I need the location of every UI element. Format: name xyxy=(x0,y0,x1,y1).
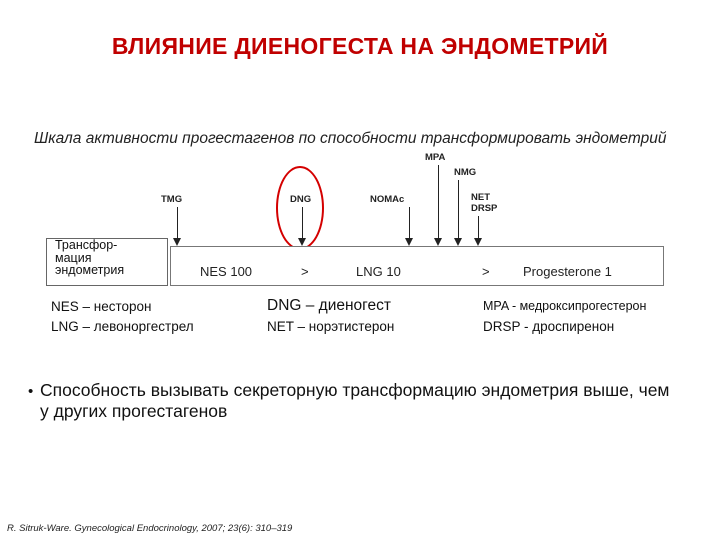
label-drsp: DRSP xyxy=(471,203,498,214)
arrow-net-drsp xyxy=(478,216,479,239)
scale-progesterone: Progesterone 1 xyxy=(523,264,612,279)
scale-nes: NES 100 xyxy=(200,264,253,279)
abbr-net: NET – норэтистерон xyxy=(267,319,395,334)
endometrium-transformation-box xyxy=(46,238,168,286)
label-dng: DNG xyxy=(290,194,312,205)
bullet-text: Способность вызывать секреторную трансформацию эндометрия выше, чем у других прогестагенов xyxy=(40,380,670,421)
diagram-subtitle: Шкала активности прогестагенов по способности трансформировать эндометрий xyxy=(34,130,667,147)
label-net: NET xyxy=(471,192,490,203)
arrow-nomac xyxy=(409,207,410,239)
scale-lng: LNG 10 xyxy=(356,264,401,279)
label-nmg: NMG xyxy=(454,167,477,178)
arrow-tmg xyxy=(177,207,178,239)
abbr-lng: LNG – левоноргестрел xyxy=(51,319,194,334)
scale-gt-1: > xyxy=(301,264,309,279)
abbr-nes: NES – несторон xyxy=(51,299,152,314)
endo-line-3: эндометрия xyxy=(55,263,125,277)
arrow-nmg xyxy=(458,180,459,239)
label-nomac: NOMAc xyxy=(370,194,405,205)
scale-gt-2: > xyxy=(482,264,490,279)
label-tmg: TMG xyxy=(161,194,183,205)
citation: R. Sitruk-Ware. Gynecological Endocrinology, 2007; 23(6): 310–319 xyxy=(7,523,293,534)
abbr-drsp: DRSP - дроспиренон xyxy=(483,319,615,334)
page-title: ВЛИЯНИЕ ДИЕНОГЕСТА НА ЭНДОМЕТРИЙ xyxy=(111,33,609,59)
arrow-mpa xyxy=(438,165,439,239)
endo-line-1: Трансфор- xyxy=(55,238,118,252)
abbr-mpa: MPA - медроксипрогестерон xyxy=(483,299,647,313)
abbr-dng: DNG – диеногест xyxy=(267,297,391,314)
dng-highlight-circle xyxy=(276,166,324,250)
label-mpa: MPA xyxy=(425,152,446,163)
bullet-icon: • xyxy=(28,383,34,400)
endo-line-2: мация xyxy=(55,250,92,265)
